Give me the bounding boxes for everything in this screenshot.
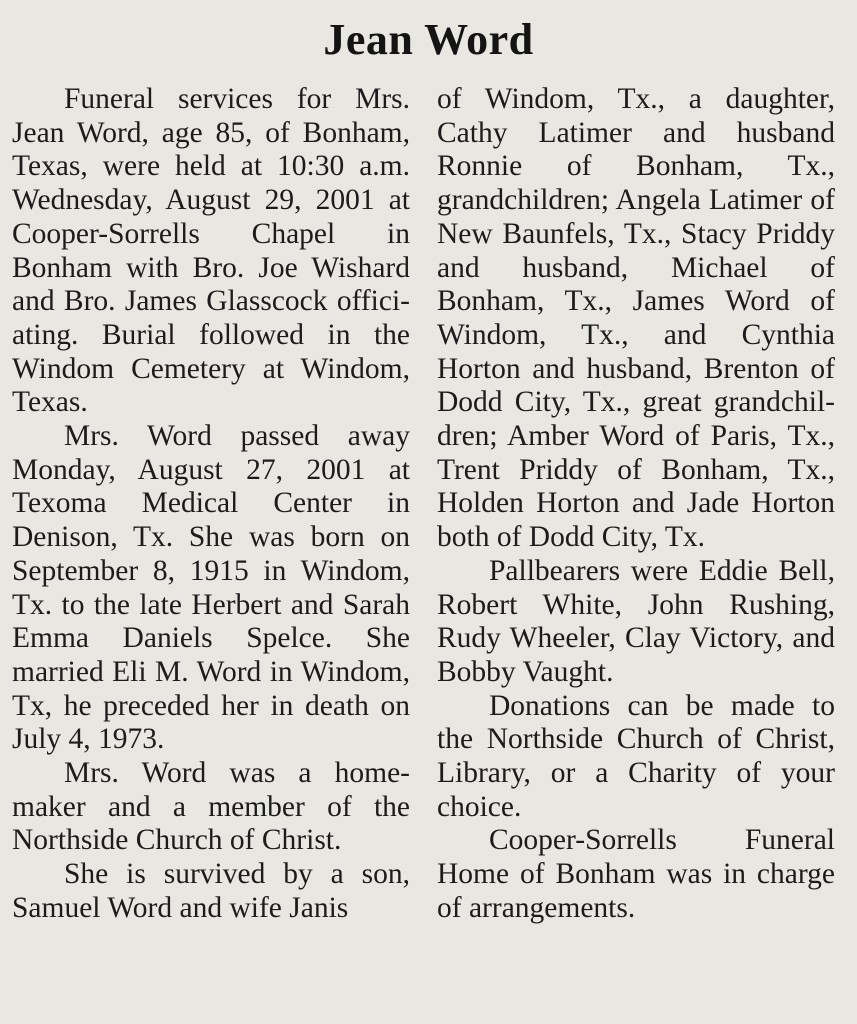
right-column	[437, 83, 835, 926]
paragraph-homemaker: Mrs. Word was a homemaker and a member of the Northside Church of Christ.	[12, 757, 410, 857]
paragraph-arrangements: Cooper-Sorrells Funeral Home of Bonham was in charge of arrangements.	[437, 824, 835, 924]
paragraph-pallbearers: Pallbearers were Eddie Bell, Robert White, John Rushing, Rudy Wheeler, Clay Victory, and Bobby Vaught.	[437, 554, 835, 688]
paragraph-services: Funeral services for Mrs. Jean Word, age 85, of Bonham, Texas, were held at 10:30 a.m. Wednesday, August 29, 2001 at Cooper-Sorrells Chapel in Bonham with Bro. Joe Wishard and Bro. James Glasscock officiating. Burial followed in the Windom Cemetery at Windom, Texas.	[12, 83, 410, 419]
left-column	[12, 83, 410, 926]
paragraph-survivors-continued: of Windom, Tx., a daughter, Cathy Latimer and husband Ronnie of Bonham, Tx., grandchildren; Angela Latimer of New Baunfels, Tx., Stacy Priddy and husband, Michael of Bonham, Tx., James Word of Windom, Tx., and Cynthia Horton and husband, Brenton of Dodd City, Tx., great grandchildren; Amber Word of Paris, Tx., Trent Priddy of Bonham, Tx., Holden Horton and Jade Horton both of Dodd City, Tx.	[437, 83, 835, 554]
paragraph-passing: Mrs. Word passed away Monday, August 27, 2001 at Texoma Medical Center in Denison, Tx. She was born on September 8, 1915 in Windom, Tx. to the late Herbert and Sarah Emma Daniels Spelce. She married Eli M. Word in Windom, Tx, he preceded her in death on July 4, 1973.	[12, 420, 410, 756]
paragraph-donations: Donations can be made to the Northside Church of Christ, Library, or a Charity of your choice.	[437, 689, 835, 823]
paragraph-survivors-start: She is survived by a son, Samuel Word and wife Janis	[12, 858, 410, 924]
obituary-headline: Jean Word	[323, 15, 534, 64]
